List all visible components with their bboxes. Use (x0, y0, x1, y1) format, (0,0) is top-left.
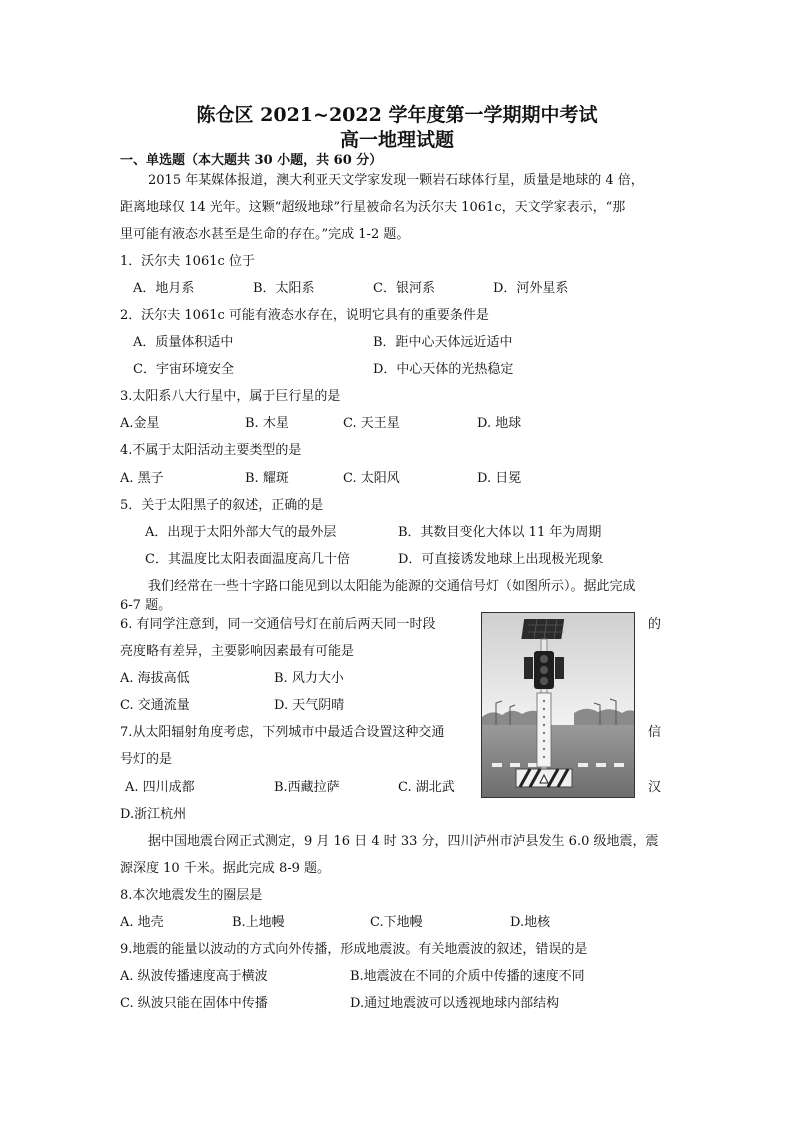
question-5-option-d: D．可直接诱发地球上出现极光现象 (398, 552, 604, 567)
question-2-option-d: D．中心天体的光热稳定 (373, 362, 514, 377)
question-9-stem: 9.地震的能量以波动的方式向外传播，形成地震波。有关地震波的叙述，错误的是 (120, 942, 588, 957)
question-6-option-b: B. 风力大小 (274, 671, 344, 686)
passage-3-line-1: 据中国地震台网正式测定，9 月 16 日 4 时 33 分，四川泸州市泸县发生 6.0 级地震，震 (148, 834, 659, 849)
question-7-stem-end: 信 (648, 725, 662, 740)
question-8-option-b: B.上地幔 (232, 915, 285, 930)
question-7-option-a: A. 四川成都 (125, 780, 195, 795)
question-9-option-d: D.通过地震波可以透视地球内部结构 (350, 996, 560, 1011)
question-4-option-c: C. 太阳风 (343, 471, 400, 486)
question-5-stem: 5．关于太阳黑子的叙述，正确的是 (120, 498, 324, 513)
passage-1-line-3: 里可能有液态水甚至是生命的存在。”完成 1-2 题。 (120, 227, 410, 242)
question-9-option-c: C. 纵波只能在固体中传播 (120, 996, 268, 1011)
exam-subtitle: 高一地理试题 (339, 129, 454, 151)
question-4-option-b: B. 耀斑 (245, 471, 289, 486)
question-5-option-a: A．出现于太阳外部大气的最外层 (145, 525, 337, 540)
question-7-option-c: C. 湖北武 (398, 780, 455, 795)
question-4-stem: 4.不属于太阳活动主要类型的是 (120, 443, 302, 458)
question-4-option-d: D. 日冕 (477, 471, 522, 486)
passage-2-line-2: 6-7 题。 (120, 598, 172, 613)
question-1-option-c: C．银河系 (373, 281, 435, 296)
question-6-stem-part-2: 亮度略有差异，主要影响因素最有可能是 (120, 644, 355, 659)
question-2-option-a: A．质量体积适中 (133, 335, 234, 350)
question-1-option-a: A．地月系 (133, 281, 195, 296)
question-6-stem-part-1: 6. 有同学注意到，同一交通信号灯在前后两天同一时段 (120, 617, 436, 632)
question-3-option-c: C. 天王星 (343, 416, 400, 431)
question-2-option-c: C．宇宙环境安全 (133, 362, 234, 377)
passage-1-line-1: 2015 年某媒体报道，澳大利亚天文学家发现一颗岩石球体行星，质量是地球的 4 倍， (148, 173, 644, 188)
exam-title: 陈仓区 2021~2022 学年度第一学期期中考试 (196, 104, 598, 126)
question-8-option-d: D.地核 (510, 915, 551, 930)
question-8-option-c: C.下地幔 (370, 915, 423, 930)
question-4-option-a: A. 黑子 (120, 471, 164, 486)
question-7-option-d: D.浙江杭州 (120, 807, 187, 822)
question-1-option-d: D．河外星系 (493, 281, 569, 296)
question-2-stem: 2．沃尔夫 1061c 可能有液态水存在，说明它具有的重要条件是 (120, 308, 489, 323)
question-5-option-b: B．其数目变化大体以 11 年为周期 (398, 525, 602, 540)
question-8-option-a: A. 地壳 (120, 915, 164, 930)
question-3-option-b: B. 木星 (245, 416, 289, 431)
passage-3-line-2: 源深度 10 千米。据此完成 8-9 题。 (120, 861, 331, 876)
question-3-option-a: A.金星 (120, 416, 160, 431)
question-6-stem-end: 的 (648, 617, 662, 632)
section-heading: 一、单选题（本大题共 30 小题，共 60 分） (120, 153, 383, 168)
question-7-option-b: B.西藏拉萨 (274, 780, 340, 795)
question-7-stem-part-2: 号灯的是 (120, 752, 173, 767)
question-6-option-a: A. 海拔高低 (120, 671, 190, 686)
question-2-option-b: B．距中心天体远近适中 (373, 335, 513, 350)
question-7-stem-part-1: 7.从太阳辐射角度考虑，下列城市中最适合设置这种交通 (120, 725, 445, 740)
question-3-stem: 3.太阳系八大行星中，属于巨行星的是 (120, 389, 341, 404)
question-5-option-c: C．其温度比太阳表面温度高几十倍 (145, 552, 350, 567)
question-7-option-c-end: 汉 (648, 780, 662, 795)
question-3-option-d: D. 地球 (477, 416, 522, 431)
passage-1-line-2: 距离地球仅 14 光年。这颗“超级地球”行星被命名为沃尔夫 1061c，天文学家表示，“那 (120, 200, 626, 215)
question-9-option-b: B.地震波在不同的介质中传播的速度不同 (350, 969, 585, 984)
question-6-option-c: C. 交通流量 (120, 698, 190, 713)
question-6-option-d: D. 天气阴晴 (274, 698, 345, 713)
question-9-option-a: A. 纵波传播速度高于横波 (120, 969, 268, 984)
passage-2-line-1: 我们经常在一些十字路口能见到以太阳能为能源的交通信号灯（如图所示）。据此完成 (148, 579, 636, 594)
question-1-option-b: B．太阳系 (253, 281, 315, 296)
solar-traffic-light-photo (481, 612, 635, 798)
question-8-stem: 8.本次地震发生的圈层是 (120, 888, 263, 903)
question-1-stem: 1．沃尔夫 1061c 位于 (120, 254, 255, 269)
